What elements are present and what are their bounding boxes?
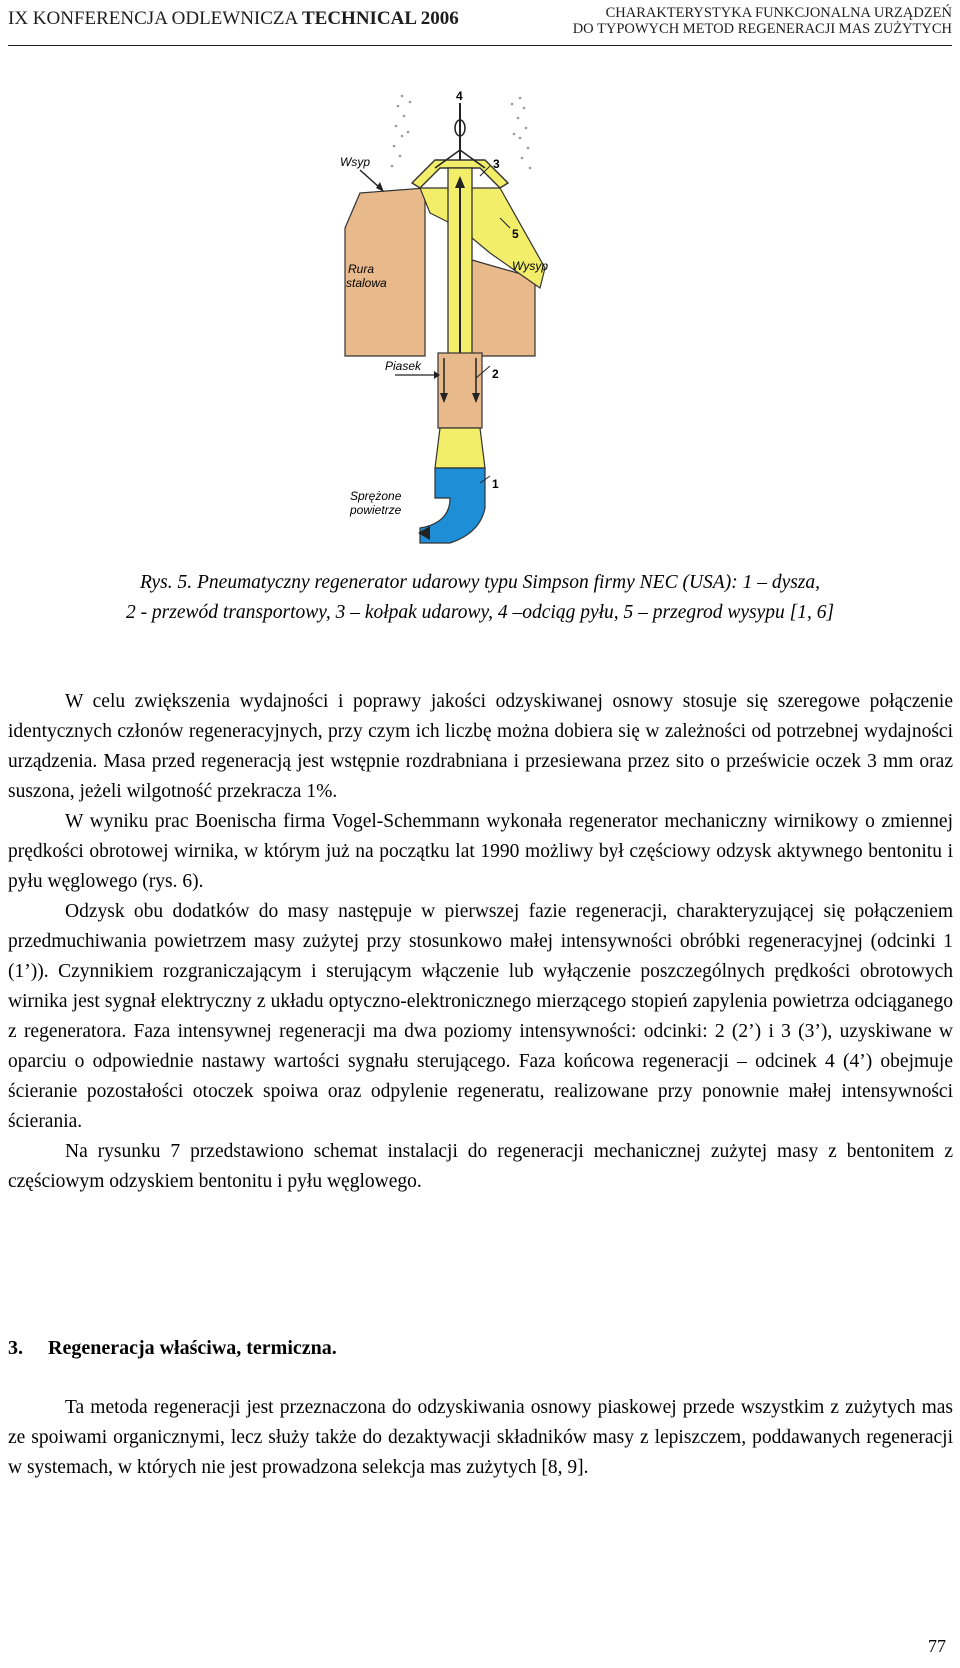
section-number: 3. [8, 1337, 23, 1359]
label-wysyp: Wysyp [512, 259, 548, 273]
paragraph: Odzysk obu dodatków do masy następuje w pierwszej fazie regeneracji, charakteryzującej się połączeniem przedmuchiwania powietrzem masy zużytej przy stosunkowo małej intensywności obróbki regeneracyjnej (odcinki 1 (1’)). Czynnikiem rozgraniczającym i sterującym włączenie lub wyłączenie poszczególnych prędkości obrotowych wirnika jest sygnał elektryczny z układu optyczno-elektronicznego mierzącego stopień zapylenia powietrza odciąganego z regeneratora. Faza intensywnej regeneracji ma dwa poziomy intensywności: odcinki: 2 (2’) i 3 (3’), uzyskiwane w oparciu o odpowiednie nastawy wartości sygnału sterującego. Faza końcowa regeneracji – odcinek 4 (4’) obejmuje ścieranie pozostałości otoczek spoiwa oraz odpylenie regeneratu, realizowane przy ponownie małej intensywności ścierania. [8, 901, 953, 1132]
label-sprezone: Sprężone [350, 489, 402, 503]
label-wsyp: Wsyp [340, 155, 370, 169]
paragraph: Na rysunku 7 przedstawiono schemat instalacji do regeneracji mechanicznej zużytej masy z bentonitem z częściowym odzyskiem bentonitu i pyłu węglowego. [8, 1141, 953, 1192]
label-powietrze: powietrze [350, 503, 402, 517]
caption-line2: 2 - przewód transportowy, 3 – kołpak udarowy, 4 –odciąg pyłu, 5 – przegrod wysypu [1, 6] [125, 602, 835, 623]
regenerator-diagram [340, 88, 580, 558]
label-1: 1 [492, 477, 499, 491]
page-number: 77 [928, 1636, 946, 1656]
nozzle [435, 428, 485, 468]
label-4: 4 [456, 89, 463, 103]
paragraph: W celu zwiększenia wydajności i poprawy jakości odzyskiwanej osnowy stosuje się szeregowe połączenie identycznych członów regeneracyjnych, przy czym ich liczbę można dobiera się w zależności od potrzebnej wydajności urządzenia. Masa przed regeneracją jest wstępnie rozdrabniana i przesiewana przez sito o prześwicie oczek 3 mm oraz suszona, jeżeli wilgotność przekracza 1%. [8, 691, 953, 802]
label-stalowa: stalowa [346, 276, 387, 290]
section-title: Regeneracja właściwa, termiczna. [48, 1337, 337, 1359]
header-chapter-line2: DO TYPOWYCH METOD REGENERACJI MAS ZUŻYTYCH [572, 21, 952, 37]
header-conference-title-bold: TECHNICAL 2006 [301, 8, 459, 29]
header-chapter-line1: CHARAKTERYSTYKA FUNKCJONALNA URZĄDZEŃ [605, 5, 952, 21]
paragraph: W wyniku prac Boenischa firma Vogel-Schemmann wykonała regenerator mechaniczny wirnikowy o zmiennej prędkości obrotowej wirnika, w którym już na początku lat 1990 możliwy był częściowy odzysk aktywnego bentonitu i pyłu węglowego (rys. 6). [8, 811, 953, 892]
figure-caption [0, 568, 960, 628]
header-chapter-title [573, 5, 952, 37]
section-heading [8, 1337, 337, 1360]
header-rule [8, 45, 952, 46]
label-3: 3 [493, 157, 500, 171]
header-conference-title: IX KONFERENCJA ODLEWNICZA TECHNICAL 2006 [8, 8, 459, 29]
label-piasek: Piasek [385, 359, 422, 373]
label-2: 2 [492, 367, 499, 381]
figure-simpson-regenerator [340, 88, 580, 558]
caption-line1: Rys. 5. Pneumatyczny regenerator udarowy typu Simpson firmy NEC (USA): 1 – dysza, [139, 572, 821, 593]
paragraph: Ta metoda regeneracji jest przeznaczona do odzyskiwania osnowy piaskowej przede wszystkim z zużytych mas ze spoiwami organicznymi, lecz służy także do dezaktywacji składników masy z lepiszczem, poddawanych regeneracji w systemach, w których nie jest prowadzona selekcja mas zużytych [8, 9]. [8, 1397, 953, 1478]
label-5: 5 [512, 227, 519, 241]
body-text [8, 687, 953, 1197]
label-rura: Rura [348, 262, 375, 276]
body-text-final [8, 1393, 953, 1483]
